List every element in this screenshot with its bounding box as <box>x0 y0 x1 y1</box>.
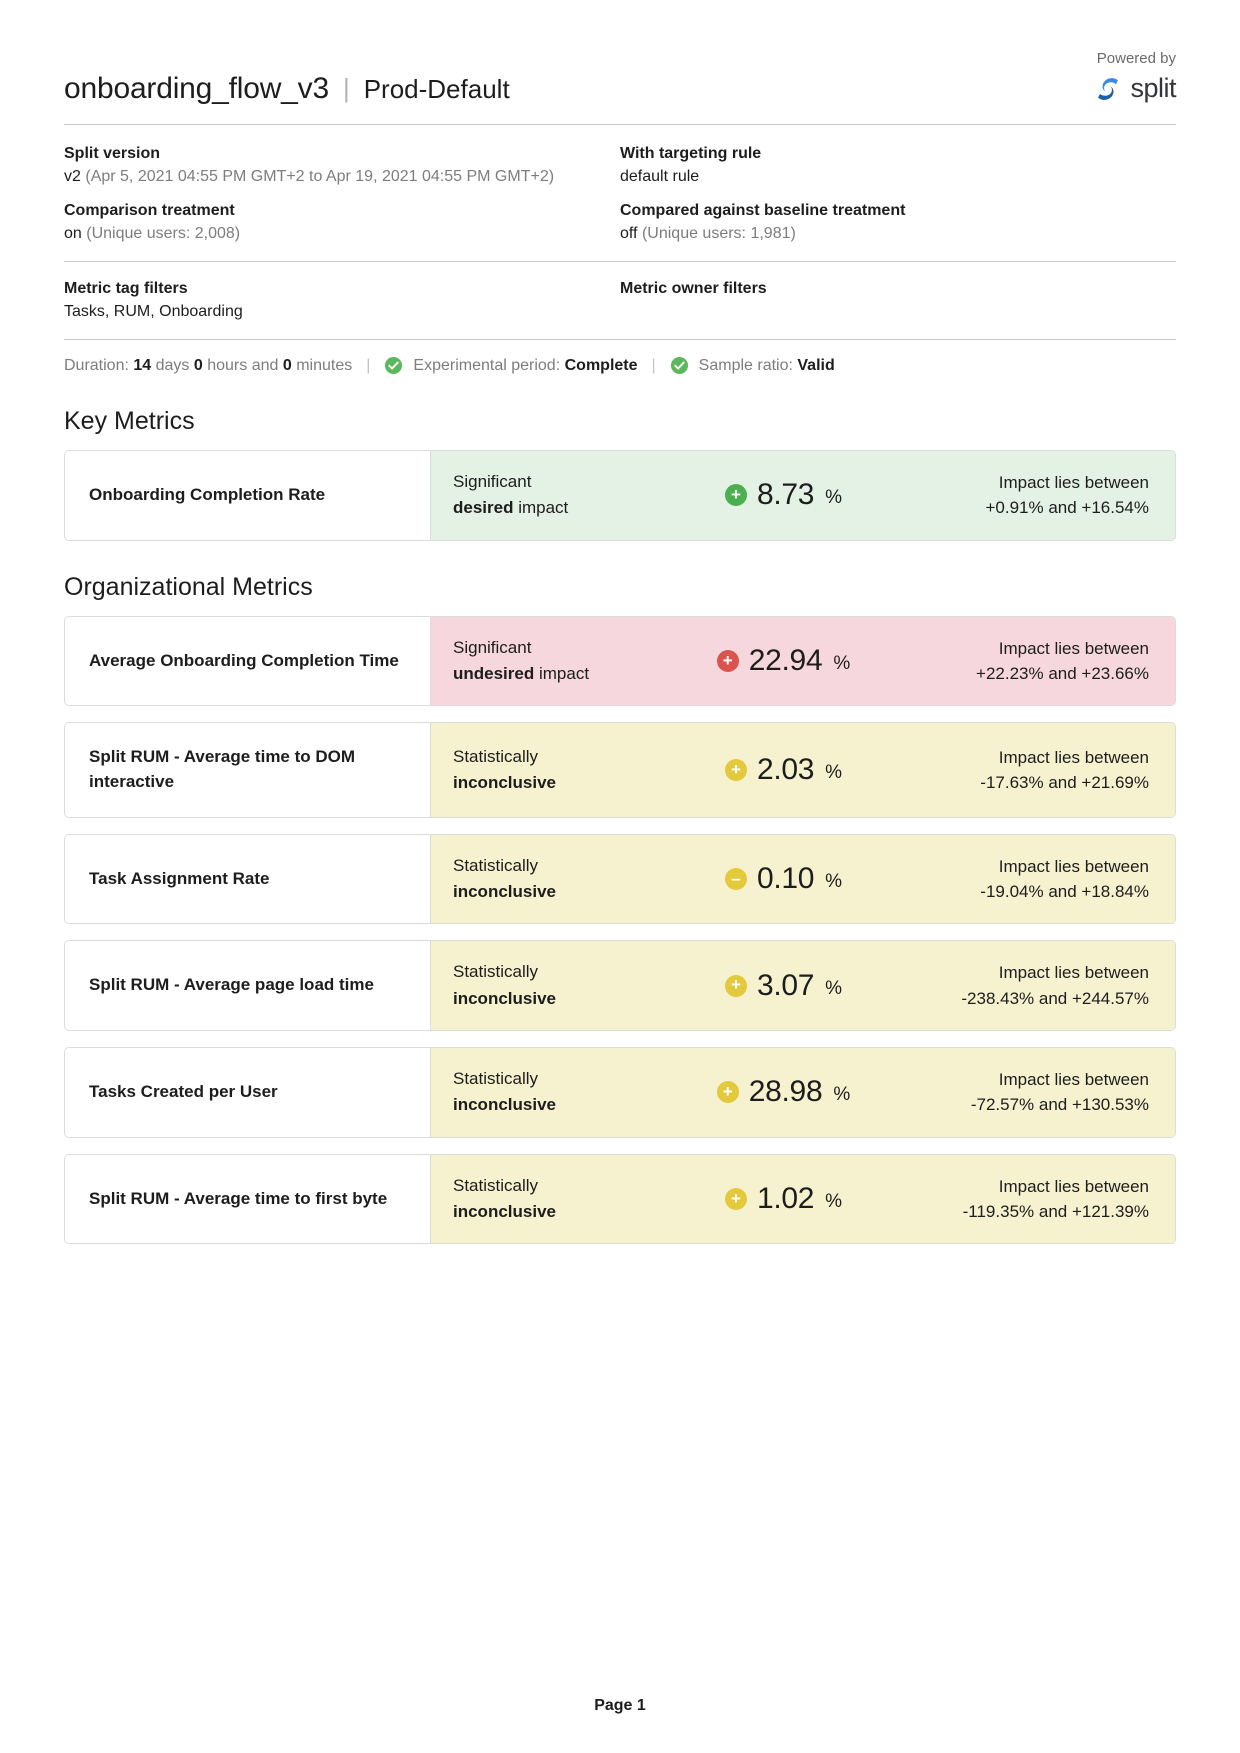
split-version-range: (Apr 5, 2021 04:55 PM GMT+2 to Apr 19, 2021 04:55 PM GMT+2) <box>85 168 555 185</box>
split-logo-icon <box>1094 75 1122 103</box>
duration-prefix: Duration: <box>64 356 129 374</box>
metric-impact <box>673 1182 894 1216</box>
impact-unit: % <box>833 1084 851 1106</box>
check-circle-icon <box>384 356 403 375</box>
metric-interval <box>904 960 1149 1011</box>
page-title <box>64 72 510 106</box>
verdict-strong: inconclusive <box>453 773 556 793</box>
verdict-line1: Statistically <box>453 855 539 875</box>
interval-line1: Impact lies between <box>998 472 1149 492</box>
table-row <box>64 834 1176 925</box>
comparison-treatment-name: on <box>64 225 82 242</box>
verdict-line1: Statistically <box>453 746 539 766</box>
section-title-organizational-metrics: Organizational Metrics <box>64 572 313 601</box>
targeting-rule-label: With targeting rule <box>620 145 762 162</box>
verdict-line1: Statistically <box>453 962 539 982</box>
interval-line1: Impact lies between <box>998 1176 1149 1196</box>
impact-value: 1.02 <box>756 1182 815 1216</box>
table-row <box>64 616 1176 707</box>
section-title-key-metrics: Key Metrics <box>64 407 195 435</box>
sample-ratio <box>699 357 835 375</box>
report-meta <box>64 125 1176 262</box>
comparison-treatment-block <box>64 202 620 243</box>
verdict-strong: inconclusive <box>453 1095 556 1115</box>
experimental-period-label: Experimental period: <box>413 356 561 374</box>
split-version-value <box>64 168 620 186</box>
table-row <box>64 450 1176 541</box>
split-version-block <box>64 145 620 186</box>
metric-body <box>431 451 1175 540</box>
metric-verdict <box>453 1173 663 1226</box>
interval-line2: -19.04% and +18.84% <box>980 882 1149 901</box>
sample-ratio-value: Valid <box>797 356 835 374</box>
interval-line2: -72.57% and +130.53% <box>970 1095 1149 1115</box>
comparison-treatment-users: (Unique users: 2,008) <box>86 225 241 242</box>
metric-body <box>431 835 1175 924</box>
comparison-treatment-value <box>64 225 620 243</box>
page-footer: Page 1 <box>594 1697 646 1714</box>
metric-verdict <box>453 469 663 522</box>
metric-impact <box>673 644 894 678</box>
interval-line1: Impact lies between <box>998 638 1149 658</box>
verdict-line1: Significant <box>453 472 532 491</box>
metric-verdict <box>453 959 663 1012</box>
metric-interval <box>904 745 1149 796</box>
metric-name: Average Onboarding Completion Time <box>65 617 431 706</box>
metric-interval <box>904 854 1149 905</box>
interval-line2: -17.63% and +21.69% <box>980 773 1149 793</box>
table-row <box>64 1154 1176 1245</box>
metric-impact <box>673 753 894 787</box>
baseline-treatment-users: (Unique users: 1,981) <box>641 225 796 242</box>
metric-interval <box>904 636 1149 687</box>
verdict-strong: inconclusive <box>453 882 556 901</box>
verdict-line1: Significant <box>453 637 532 657</box>
metric-name: Split RUM - Average page load time <box>65 941 431 1030</box>
metric-interval <box>904 470 1149 521</box>
experimental-period-value: Complete <box>564 356 638 374</box>
baseline-treatment-value <box>620 225 1176 243</box>
duration-minutes: 0 <box>282 356 292 374</box>
metric-impact <box>673 862 894 896</box>
baseline-treatment-label: Compared against baseline treatment <box>620 202 906 219</box>
metric-body <box>431 1048 1175 1137</box>
status-line <box>64 340 1176 375</box>
comparison-treatment-label: Comparison treatment <box>64 202 235 219</box>
check-circle-icon <box>670 356 689 375</box>
status-divider-1: | <box>366 356 371 374</box>
baseline-treatment-block <box>620 202 1176 243</box>
impact-value: 22.94 <box>748 644 823 678</box>
powered-by-label: Powered by <box>1096 50 1176 67</box>
report-filters <box>64 262 1176 340</box>
impact-value: 3.07 <box>756 968 815 1002</box>
brand-block <box>1094 50 1176 106</box>
metric-name: Onboarding Completion Rate <box>65 451 431 540</box>
verdict-strong: desired <box>453 498 514 518</box>
plus-icon: + <box>725 1188 747 1210</box>
metric-tag-filters-block <box>64 280 620 321</box>
interval-line1: Impact lies between <box>998 963 1149 983</box>
duration-text <box>64 357 352 375</box>
impact-unit: % <box>825 487 843 509</box>
impact-unit: % <box>825 1191 843 1213</box>
table-row <box>64 722 1176 817</box>
plus-icon: + <box>725 975 747 997</box>
duration-hours: 0 <box>193 356 203 374</box>
metric-body <box>431 1155 1175 1244</box>
baseline-treatment-name: off <box>620 225 638 242</box>
metric-impact <box>673 969 894 1003</box>
verdict-suffix: impact <box>513 498 569 518</box>
metric-interval <box>904 1067 1149 1118</box>
metric-verdict <box>453 1066 663 1119</box>
targeting-rule-block <box>620 145 1176 186</box>
minus-icon: – <box>725 868 747 890</box>
interval-line1: Impact lies between <box>998 856 1149 876</box>
metric-name: Tasks Created per User <box>65 1048 431 1137</box>
impact-value: 28.98 <box>748 1075 823 1109</box>
impact-value: 8.73 <box>756 478 815 512</box>
status-divider-2: | <box>651 356 656 374</box>
metric-name: Split RUM - Average time to first byte <box>65 1155 431 1244</box>
duration-days-word: days <box>155 356 190 374</box>
metric-body <box>431 723 1175 816</box>
duration-minutes-word: minutes <box>296 356 353 374</box>
metric-tag-filters-label: Metric tag filters <box>64 280 188 297</box>
impact-value: 2.03 <box>756 753 815 787</box>
metric-body <box>431 941 1175 1030</box>
impact-unit: % <box>833 653 851 675</box>
verdict-strong: inconclusive <box>453 1202 556 1222</box>
plus-icon: + <box>725 484 747 506</box>
interval-line2: -119.35% and +121.39% <box>962 1202 1149 1222</box>
metric-impact <box>673 478 894 512</box>
interval-line1: Impact lies between <box>998 1069 1149 1089</box>
split-version-number: v2 <box>64 168 81 185</box>
interval-line2: -238.43% and +244.57% <box>961 988 1149 1008</box>
impact-unit: % <box>825 871 843 892</box>
table-row <box>64 1047 1176 1138</box>
brand-logo <box>1094 73 1176 104</box>
metric-owner-filters-block <box>620 280 1176 321</box>
impact-unit: % <box>825 977 843 999</box>
plus-icon: + <box>717 1081 739 1103</box>
key-metrics-list <box>64 450 1176 541</box>
interval-line1: Impact lies between <box>998 747 1149 767</box>
metric-tag-filters-value: Tasks, RUM, Onboarding <box>64 303 243 320</box>
verdict-line1: Statistically <box>453 1069 539 1089</box>
report-header <box>64 50 1176 125</box>
split-version-label: Split version <box>64 145 161 162</box>
metric-verdict <box>453 853 663 906</box>
split-name: onboarding_flow_v3 <box>64 72 329 105</box>
verdict-line1: Statistically <box>453 1175 539 1195</box>
verdict-strong: inconclusive <box>453 988 556 1008</box>
environment-name: Prod-Default <box>363 74 510 104</box>
interval-line2: +0.91% and +16.54% <box>985 498 1149 518</box>
plus-icon: + <box>717 650 739 672</box>
sample-ratio-label: Sample ratio: <box>698 356 793 374</box>
table-row <box>64 940 1176 1031</box>
experimental-period <box>413 357 637 375</box>
brand-text: split <box>1130 73 1176 103</box>
duration-hours-word: hours and <box>207 356 279 374</box>
targeting-rule-value: default rule <box>620 168 700 185</box>
metric-name: Split RUM - Average time to DOM interactive <box>65 723 431 816</box>
title-separator: | <box>342 73 350 103</box>
impact-value: 0.10 <box>756 862 815 895</box>
metric-verdict <box>453 744 663 797</box>
metric-interval <box>904 1174 1149 1225</box>
organizational-metrics-list <box>64 616 1176 1245</box>
plus-icon: + <box>725 759 747 781</box>
metric-verdict <box>453 635 663 688</box>
impact-unit: % <box>825 762 843 784</box>
verdict-suffix: impact <box>534 664 590 684</box>
duration-days: 14 <box>133 356 152 374</box>
interval-line2: +22.23% and +23.66% <box>976 664 1149 684</box>
metric-impact <box>673 1075 894 1109</box>
metric-name: Task Assignment Rate <box>65 835 431 924</box>
verdict-strong: undesired <box>453 664 535 684</box>
metric-owner-filters-label: Metric owner filters <box>620 280 767 297</box>
metric-body <box>431 617 1175 706</box>
